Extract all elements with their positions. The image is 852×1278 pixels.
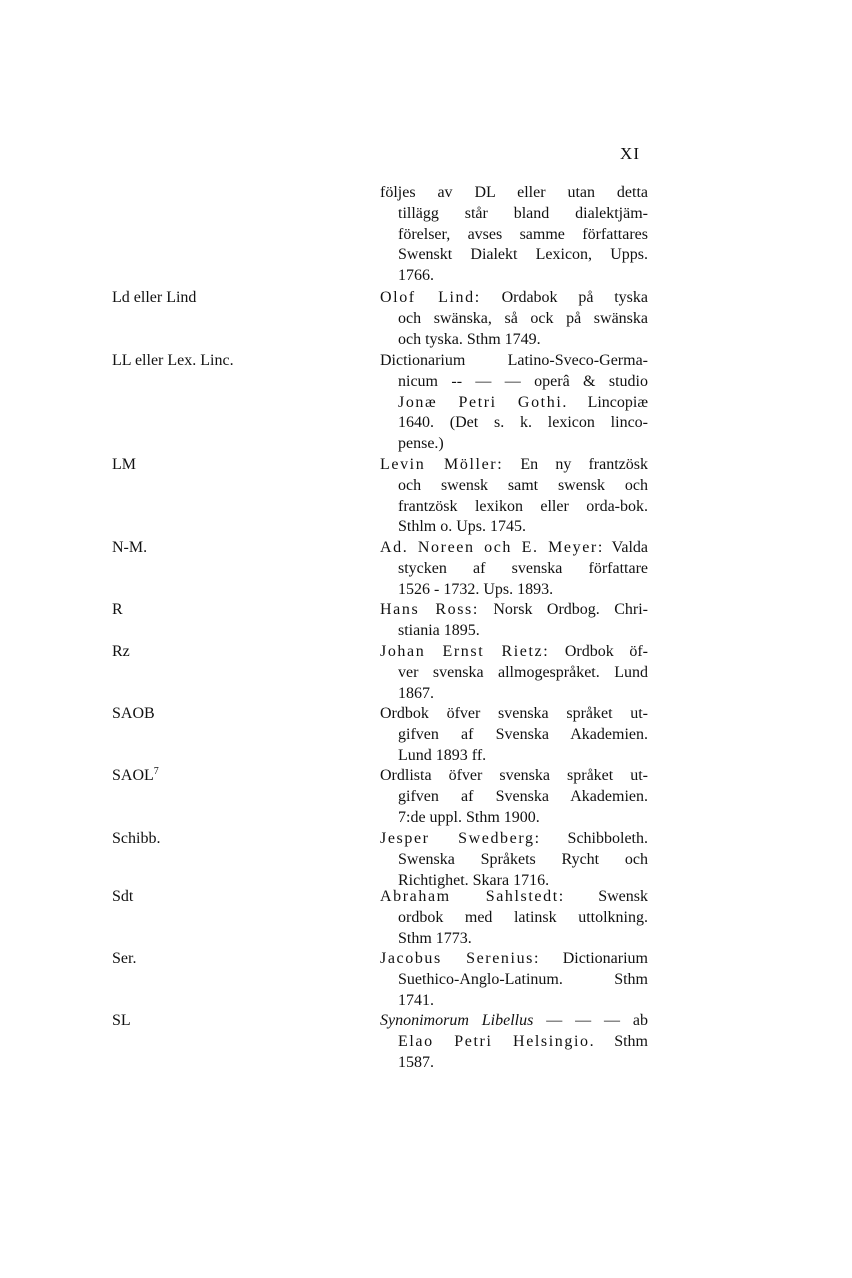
page-number: XI	[620, 144, 640, 163]
text-line: 1867.	[398, 684, 434, 702]
text-fragment: Valda	[603, 539, 648, 556]
edition-superscript: 7	[153, 766, 159, 777]
text-fragment: Swensk	[564, 888, 648, 905]
text-line	[380, 538, 648, 559]
text-fragment: Sthm	[595, 1032, 648, 1050]
text-line: gifven af Svenska Akademien.	[398, 787, 648, 805]
text-line: gifven af Svenska Akademien.	[398, 725, 648, 743]
text-line	[380, 1032, 648, 1053]
text-line: Dictionarium Latino-Sveco-Germa-	[380, 352, 648, 369]
entry-definition	[380, 288, 648, 350]
book-title: Synonimorum Libellus	[380, 1012, 534, 1029]
entry-definition	[380, 887, 648, 949]
text-line: Ordlista öfver svenska språket ut-	[380, 767, 648, 784]
entry-definition	[380, 704, 648, 766]
text-line: 1526 - 1732. Ups. 1893.	[398, 580, 554, 598]
text-line	[380, 455, 648, 476]
text-line: Swenskt Dialekt Lexicon, Upps.	[398, 246, 648, 264]
author-name: Jacobus Serenius:	[380, 950, 541, 967]
text-line: Sthlm o. Ups. 1745.	[398, 518, 527, 536]
author-name: Olof Lind:	[380, 289, 481, 306]
text-line	[380, 949, 648, 970]
lead-in-text	[380, 183, 648, 287]
text-line	[380, 600, 648, 621]
text-line: frantzösk lexikon eller orda-bok.	[398, 497, 648, 515]
entry-definition	[380, 538, 648, 600]
abbreviation: Sdt	[112, 888, 134, 905]
entry-definition	[380, 642, 648, 704]
text-line: pense.)	[398, 435, 444, 453]
text-line: 1741.	[398, 991, 434, 1009]
text-fragment: Ordabok på tyska	[480, 289, 648, 306]
text-line: Ordbok öfver svenska språket ut-	[380, 705, 648, 722]
author-name: Hans Ross:	[380, 601, 479, 618]
text-fragment: Ordbok öf-	[549, 643, 648, 660]
author-name: Johan Ernst Rietz:	[380, 643, 550, 660]
text-line	[380, 829, 648, 850]
text-line: 7:de uppl. Sthm 1900.	[398, 808, 540, 826]
abbreviation: N-M.	[112, 539, 148, 556]
text-line: följes av DL eller utan detta	[380, 184, 648, 201]
entry-definition	[380, 600, 648, 642]
text-line	[380, 1011, 648, 1032]
text-line: 1640. (Det s. k. lexicon linco-	[398, 414, 648, 432]
text-line: Suethico-Anglo-Latinum. Sthm	[398, 970, 648, 988]
entry-definition	[380, 829, 648, 891]
text-line	[380, 887, 648, 908]
text-line: stycken af svenska författare	[398, 559, 648, 577]
text-line: Swenska Språkets Rycht och	[398, 850, 648, 868]
text-line: förelser, avses samme författares	[398, 225, 648, 243]
author-name: Abraham Sahlstedt:	[380, 888, 565, 905]
entry-definition	[380, 455, 648, 538]
abbreviation: Rz	[112, 643, 130, 660]
author-name: Levin Möller:	[380, 456, 504, 473]
text-line: stiania 1895.	[398, 621, 480, 639]
author-name: Jonæ Petri Gothi.	[398, 393, 568, 411]
text-fragment: — — — ab	[533, 1012, 648, 1029]
entry-definition	[380, 949, 648, 1011]
text-line: 1766.	[398, 267, 434, 285]
author-name: Elao Petri Helsingio.	[398, 1032, 596, 1050]
abbreviation: LM	[112, 456, 136, 473]
abbreviation: LL eller Lex. Linc.	[112, 352, 234, 369]
text-line	[380, 393, 648, 414]
author-name: Ad. Noreen och E. Meyer:	[380, 539, 604, 556]
abbreviation: SAOB	[112, 705, 155, 722]
text-fragment: Lincopiæ	[567, 393, 648, 411]
text-line: tillägg står bland dialektjäm-	[398, 204, 648, 222]
text-line	[380, 288, 648, 309]
text-line: ver svenska allmogespråket. Lund	[398, 663, 648, 681]
text-line: Richtighet. Skara 1716.	[398, 871, 550, 889]
text-line: 1587.	[398, 1053, 434, 1071]
text-fragment: Dictionarium	[540, 950, 648, 967]
abbreviation: R	[112, 601, 123, 618]
text-line: och swänska, så ock på swänska	[398, 309, 648, 327]
text-fragment: Schibboleth.	[540, 830, 648, 847]
abbreviation-text: SAOL	[112, 767, 154, 784]
abbreviation: Ld eller Lind	[112, 289, 197, 306]
text-fragment: En ny frantzösk	[503, 456, 648, 473]
author-name: Jesper Swedberg:	[380, 830, 541, 847]
abbreviation: Schibb.	[112, 830, 161, 847]
entry-definition	[380, 351, 648, 455]
text-fragment: Norsk Ordbog. Chri-	[478, 601, 648, 618]
text-line: och tyska. Sthm 1749.	[398, 330, 541, 348]
entry-definition	[380, 766, 648, 828]
entry-definition	[380, 1011, 648, 1073]
abbreviation: SL	[112, 1012, 131, 1029]
text-line: ordbok med latinsk uttolkning.	[398, 908, 648, 926]
text-line: Sthm 1773.	[398, 929, 472, 947]
text-line: nicum -- — — operâ & studio	[398, 372, 648, 390]
text-line	[380, 642, 648, 663]
abbreviation	[112, 766, 159, 787]
text-line: Lund 1893 ff.	[398, 746, 487, 764]
text-line: och swensk samt swensk och	[398, 476, 648, 494]
abbreviation: Ser.	[112, 950, 137, 967]
